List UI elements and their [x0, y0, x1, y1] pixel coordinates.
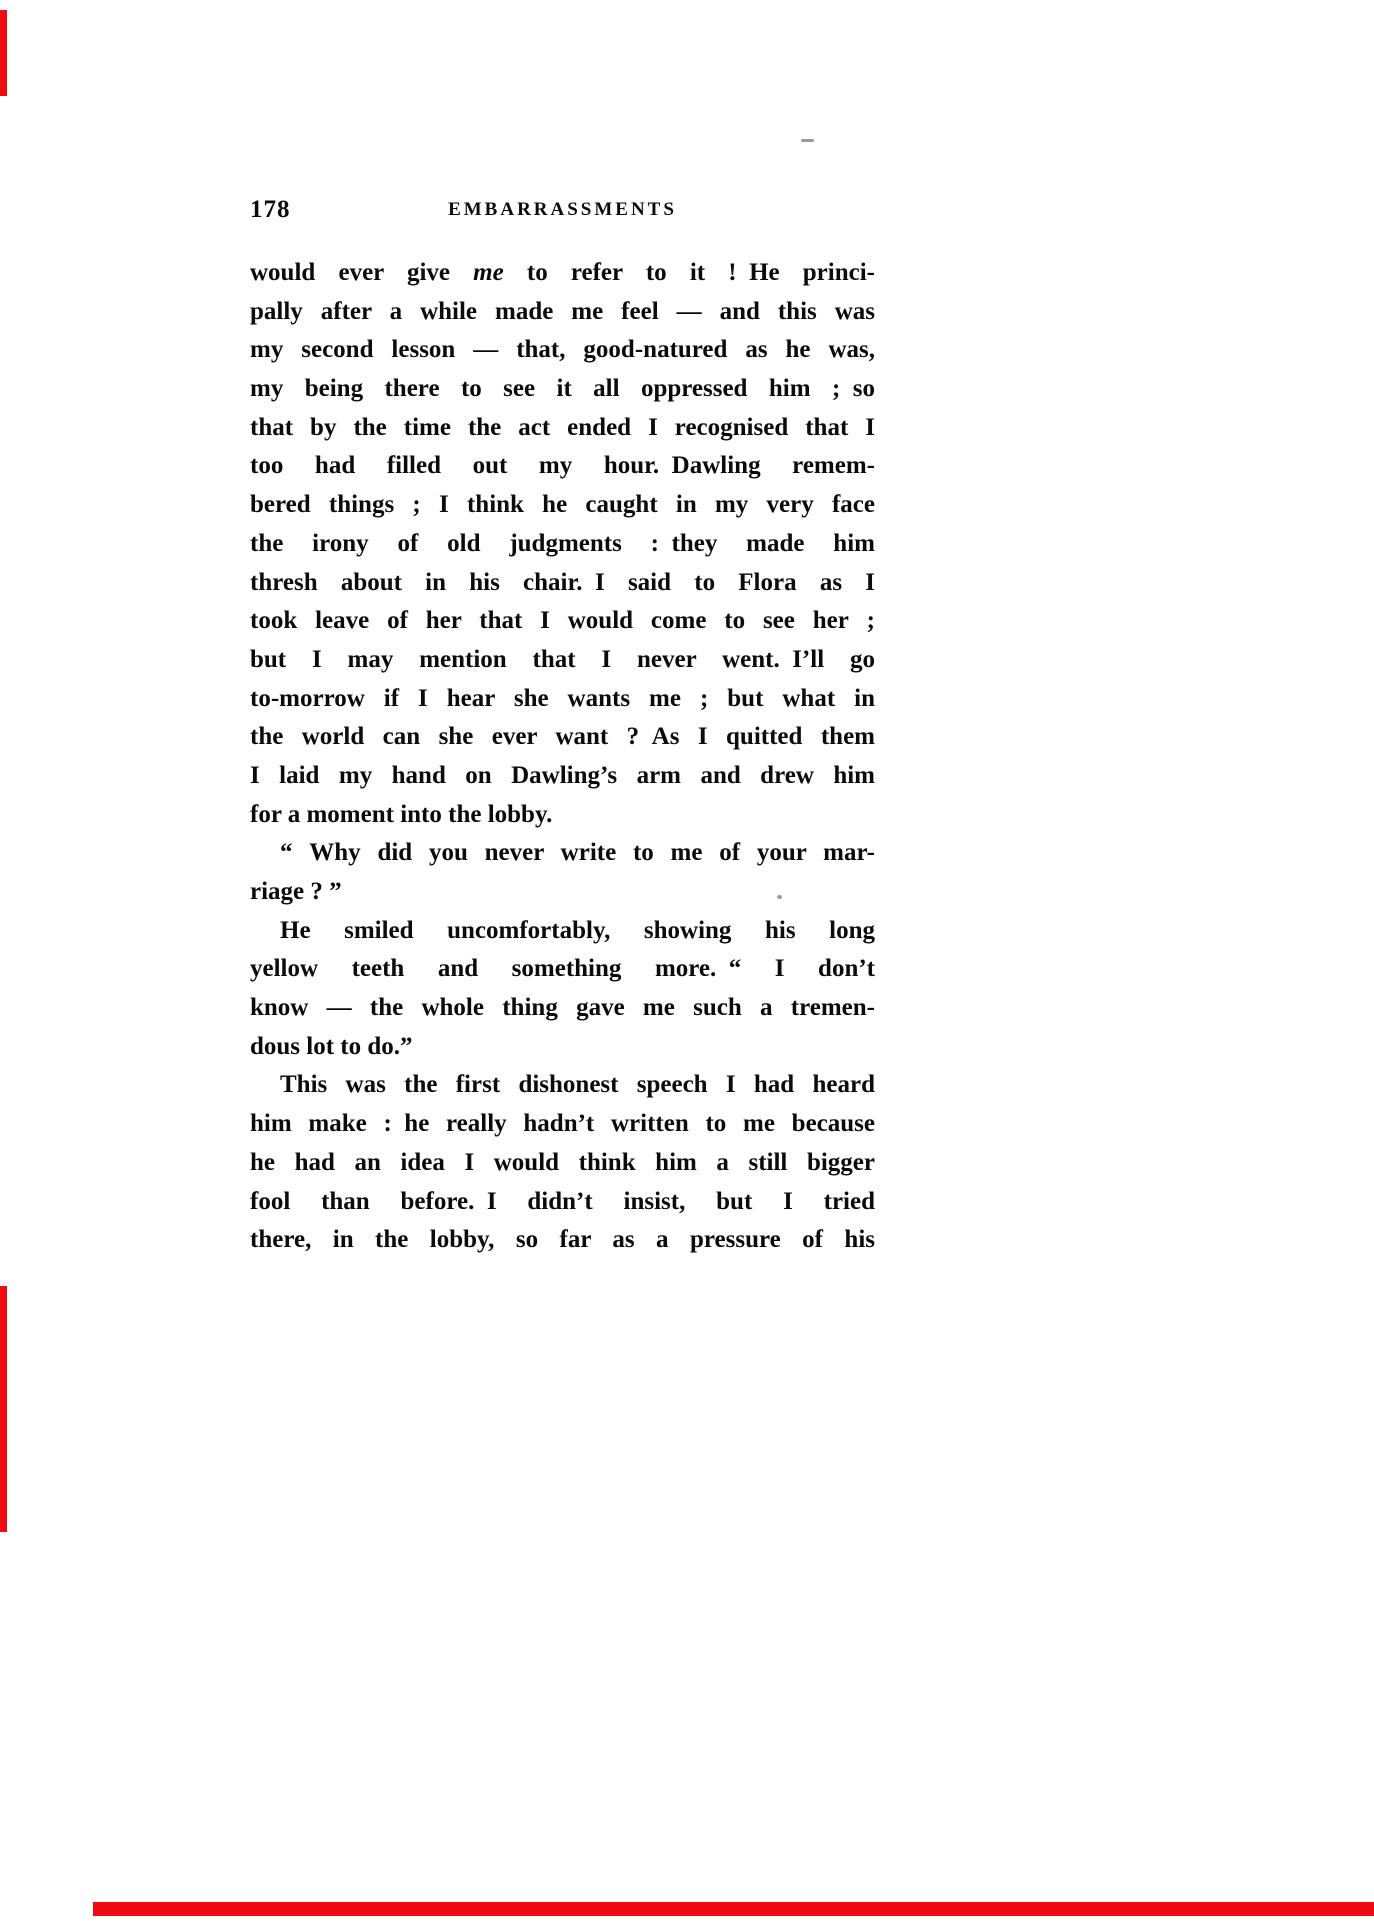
text-segment: to-morrow if I hear she wants me ; but what in — [250, 684, 875, 712]
text-line — [250, 409, 875, 448]
text-segment: “ Why did you never write to me of your mar- — [280, 839, 875, 867]
scan-red-edge-bottom — [93, 1902, 1374, 1916]
page-number: 178 — [250, 196, 291, 223]
text-segment: too had filled out my hour. Dawling remem- — [250, 452, 875, 480]
scan-red-edge-left-middle — [0, 1286, 7, 1532]
text-segment: would ever give — [250, 259, 474, 286]
text-segment: my second lesson — that, good-natured as he was, — [250, 336, 875, 364]
running-head — [250, 196, 875, 226]
text-segment: riage ? ” — [250, 878, 342, 905]
text-segment: fool than before. I didn’t insist, but I tried — [250, 1187, 875, 1215]
text-segment: This was the first dishonest speech I had heard — [280, 1071, 875, 1099]
text-segment: know — the whole thing gave me such a tremen- — [250, 994, 875, 1022]
text-line — [250, 331, 875, 370]
text-segment: He smiled uncomfortably, showing his long — [280, 916, 875, 944]
text-line — [250, 254, 875, 293]
text-segment: that by the time the act ended I recognised that I — [250, 413, 875, 441]
running-title: EMBARRASSMENTS — [448, 199, 677, 220]
text-line — [250, 641, 875, 680]
text-segment: but I may mention that I never went. I’ll go — [250, 645, 875, 673]
text-segment: he had an idea I would think him a still bigger — [250, 1148, 875, 1176]
text-line — [250, 602, 875, 641]
scan-speck-dash — [801, 139, 814, 142]
text-segment: him make : he really hadn’t written to me because — [250, 1110, 875, 1138]
text-line — [250, 1221, 875, 1260]
text-line — [250, 1183, 875, 1222]
text-line — [250, 525, 875, 564]
scan-red-edge-left-top — [0, 10, 7, 96]
text-line — [250, 796, 875, 835]
text-line — [250, 718, 875, 757]
text-line — [250, 912, 875, 951]
text-segment: yellow teeth and something more. “ I don’t — [250, 955, 875, 983]
text-segment: for a moment into the lobby. — [250, 800, 553, 828]
text-segment: the world can she ever want ? As I quitted them — [250, 723, 875, 751]
text-segment: pally after a while made me feel — and this was — [250, 297, 875, 325]
text-line — [250, 989, 875, 1028]
text-segment: my being there to see it all oppressed him ; so — [250, 375, 875, 403]
text-line — [250, 680, 875, 719]
body-text — [250, 226, 875, 1260]
text-segment: bered things ; I think he caught in my very face — [250, 491, 875, 519]
text-line — [250, 873, 875, 912]
text-segment: thresh about in his chair. I said to Flora as I — [250, 568, 875, 596]
text-line — [250, 370, 875, 409]
text-line — [250, 486, 875, 525]
text-line — [250, 757, 875, 796]
text-segment: there, in the lobby, so far as a pressure of his — [250, 1226, 875, 1254]
text-segment: the irony of old judgments : they made him — [250, 529, 875, 557]
text-segment: took leave of her that I would come to see her ; — [250, 607, 875, 635]
text-line — [250, 1105, 875, 1144]
text-line — [250, 950, 875, 989]
text-line — [250, 1066, 875, 1105]
text-line — [250, 447, 875, 486]
text-segment: I laid my hand on Dawling’s arm and drew him — [250, 761, 875, 789]
italic-text: me — [473, 259, 504, 286]
text-line — [250, 293, 875, 332]
text-segment: to refer to it ! He princi- — [503, 259, 875, 286]
text-block — [250, 196, 875, 1260]
text-line — [250, 1144, 875, 1183]
text-line — [250, 564, 875, 603]
text-line — [250, 834, 875, 873]
text-line — [250, 1028, 875, 1067]
text-segment: dous lot to do.” — [250, 1032, 413, 1060]
